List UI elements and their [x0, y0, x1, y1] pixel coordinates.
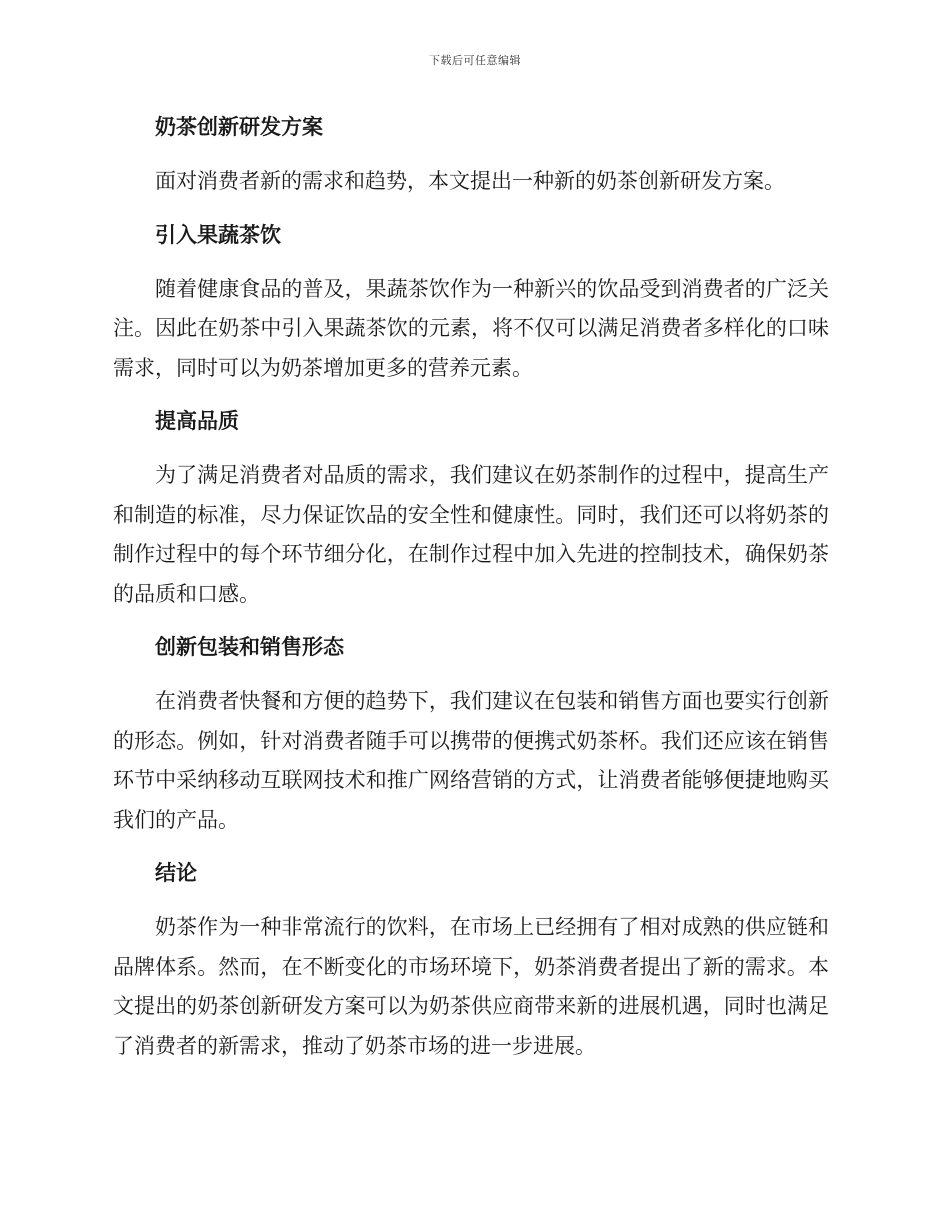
- spacer: [113, 144, 829, 162]
- section-body-quality: 为了满足消费者对品质的需求，我们建议在奶茶制作的过程中，提高生产和制造的标准，尽力保证饮品的安全性和健康性。同时，我们还可以将奶茶的制作过程中的每个环节细分化，在制作过程中加入先进的控制技术，确保奶茶的品质和口感。: [113, 463, 829, 606]
- spacer: [113, 614, 829, 630]
- section-body-packaging: 在消费者快餐和方便的趋势下，我们建议在包装和销售方面也要实行创新的形态。例如，针对消费者随手可以携带的便携式奶茶杯。我们还应该在销售环节中采纳移动互联网技术和推广网络营销的方式，让消费者能够便捷地购买我们的产品。: [113, 689, 829, 832]
- spacer: [113, 890, 829, 908]
- page-header-note: 下载后可任意编辑: [429, 54, 521, 67]
- section-body-conclusion: 奶茶作为一种非常流行的饮料，在市场上已经拥有了相对成熟的供应链和品牌体系。然而，在不断变化的市场环境下，奶茶消费者提出了新的需求。本文提出的奶茶创新研发方案可以为奶茶供应商带来新的进展机遇，同时也满足了消费者的新需求，推动了奶茶市场的进一步进展。: [113, 915, 829, 1058]
- spacer: [113, 438, 829, 456]
- spacer: [113, 202, 829, 218]
- section-heading-quality: 提高品质: [155, 408, 239, 433]
- intro-paragraph: 面对消费者新的需求和趋势，本文提出一种新的奶茶创新研发方案。: [155, 169, 785, 193]
- section-body-fruit-tea: 随着健康食品的普及，果蔬茶饮作为一种新兴的饮品受到消费者的广泛关注。因此在奶茶中引入果蔬茶饮的元素，将不仅可以满足消费者多样化的口味需求，同时可以为奶茶增加更多的营养元素。: [113, 276, 829, 380]
- section-heading-packaging: 创新包装和销售形态: [155, 634, 344, 659]
- spacer: [113, 840, 829, 856]
- spacer: [113, 388, 829, 404]
- section-heading-fruit-tea: 引入果蔬茶饮: [155, 221, 281, 247]
- document-title: 奶茶创新研发方案: [155, 114, 323, 139]
- section-heading-conclusion: 结论: [155, 860, 197, 885]
- spacer: [113, 252, 829, 270]
- spacer: [113, 664, 829, 682]
- document-body: [113, 110, 829, 1066]
